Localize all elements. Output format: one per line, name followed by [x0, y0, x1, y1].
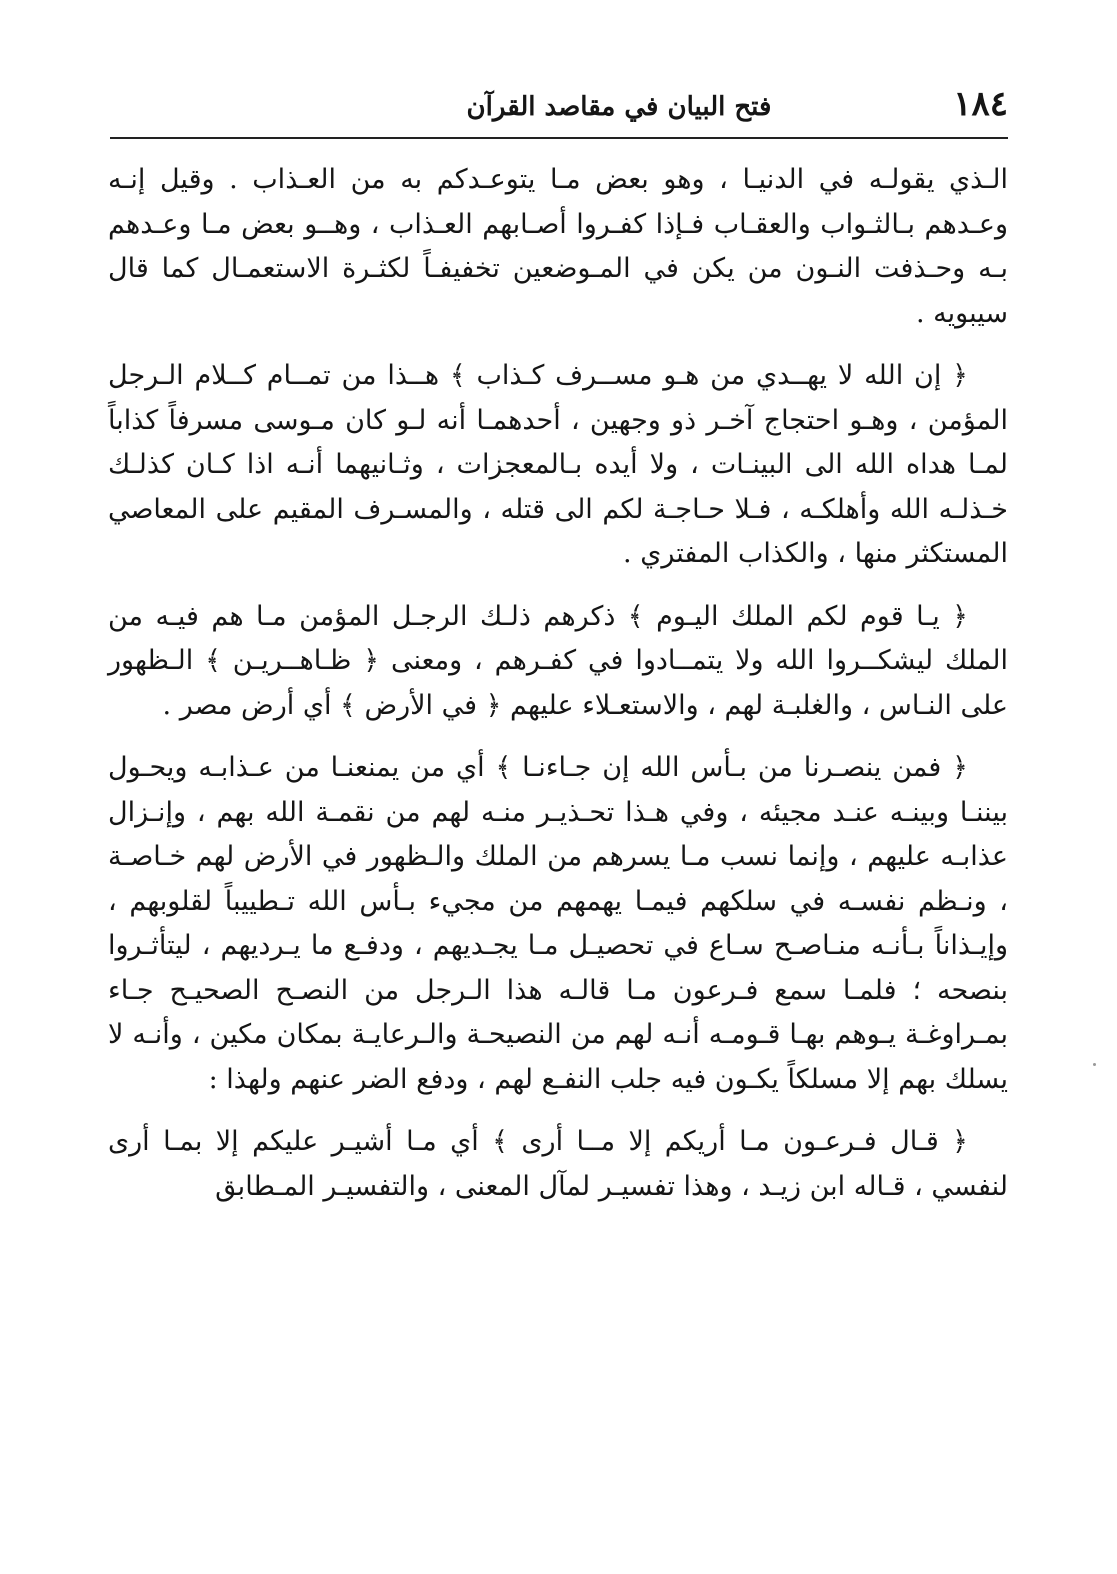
page-number: ١٨٤: [953, 84, 1008, 124]
paragraph-5: ﴿ قـال فـرعـون مـا أريكم إلا مــا أرى ﴾ أي مـا أشيـر عليكم إلا بمـا أرى لنفسي ، قـاله ابن زيـد ، وهذا تفسيـر لمآل المعنى ، والتفسيـر المـطابق: [108, 1126, 1008, 1202]
header-rule: [110, 137, 1008, 139]
page-header: [110, 78, 1008, 138]
paragraph-3: ﴿ يـا قوم لكم الملك اليـوم ﴾ ذكرهم ذلـك الرجـل المؤمن مـا هم فيـه من الملك ليشكــروا الله ولا يتمــادوا في كفـرهم ، ومعنى ﴿ ظـاهــريـن ﴾ الـظهور على النـاس ، والغلبـة لهم ، والاستعـلاء عليهم ﴿ في الأرض ﴾ أي أرض مصر .: [108, 600, 1008, 721]
paragraph-4: ﴿ فمن ينصـرنا من بـأس الله إن جـاءنـا ﴾ أي من يمنعنـا من عـذابـه ويحـول بيننـا وبينـه عنـد مجيئه ، وفي هـذا تحـذيـر منـه لهم من نقمـة الله بهم ، وإنـزال عذابـه عليهم ، وإنما نسب مـا يسرهم من الملك والـظهور في الأرض لهم خـاصـة ، ونـظم نفسـه في سلكهم فيمـا يهمهم من مجيء بـأس الله تـطييباً لقلوبهم ، وإيـذاناً بـأنـه منـاصـح سـاع في تحصيـل مـا يجـديهم ، ودفـع ما يـرديهم ، ليتأثـروا بنصحه ؛ فلمـا سمع فـرعون مـا قالـه هذا الـرجل من النصـح الصحيـح جـاء بمـراوغـة يـوهم بهـا قـومـه أنـه لهم من النصيحـة والـرعايـة بمكان مكين ، وأنـه لا يسلك بهم إلا مسلكاً يكـون فيه جلب النفـع لهم ، ودفع الضر عنهم ولهذا :: [108, 752, 1008, 1095]
paragraph-1: الـذي يقولـه في الدنيـا ، وهو بعض مـا يتوعـدكم به من العـذاب . وقيل إنـه وعـدهم بـالثـواب والعقـاب فـإذا كفـروا أصـابهم العـذاب ، وهــو بعض مـا وعـدهم بـه وحـذفت النـون من يكن في المـوضعين تخفيفـاً لكثـرة الاستعمـال كما قال سيبويه .: [108, 164, 1008, 329]
scan-speck: [1093, 1063, 1096, 1066]
body-text: [108, 158, 1008, 1227]
paragraph-2: ﴿ إن الله لا يهــدي من هـو مســرف كـذاب ﴾ هــذا من تمــام كــلام الـرجل المؤمن ، وهـو احتجاج آخـر ذو وجهين ، أحدهمـا أنه لـو كان مـوسى مسرفاً كذاباً لمـا هداه الله الى البينـات ، ولا أيده بـالمعجزات ، وثـانيهما أنـه اذا كـان كذلـك خـذلـه الله وأهلكـه ، فـلا حـاجـة لكم الى قتله ، والمسـرف المقيم على المعاصي المستكثر منها ، والكذاب المفتري .: [108, 360, 1008, 569]
running-title: فتح البيان في مقاصد القرآن: [466, 92, 772, 122]
